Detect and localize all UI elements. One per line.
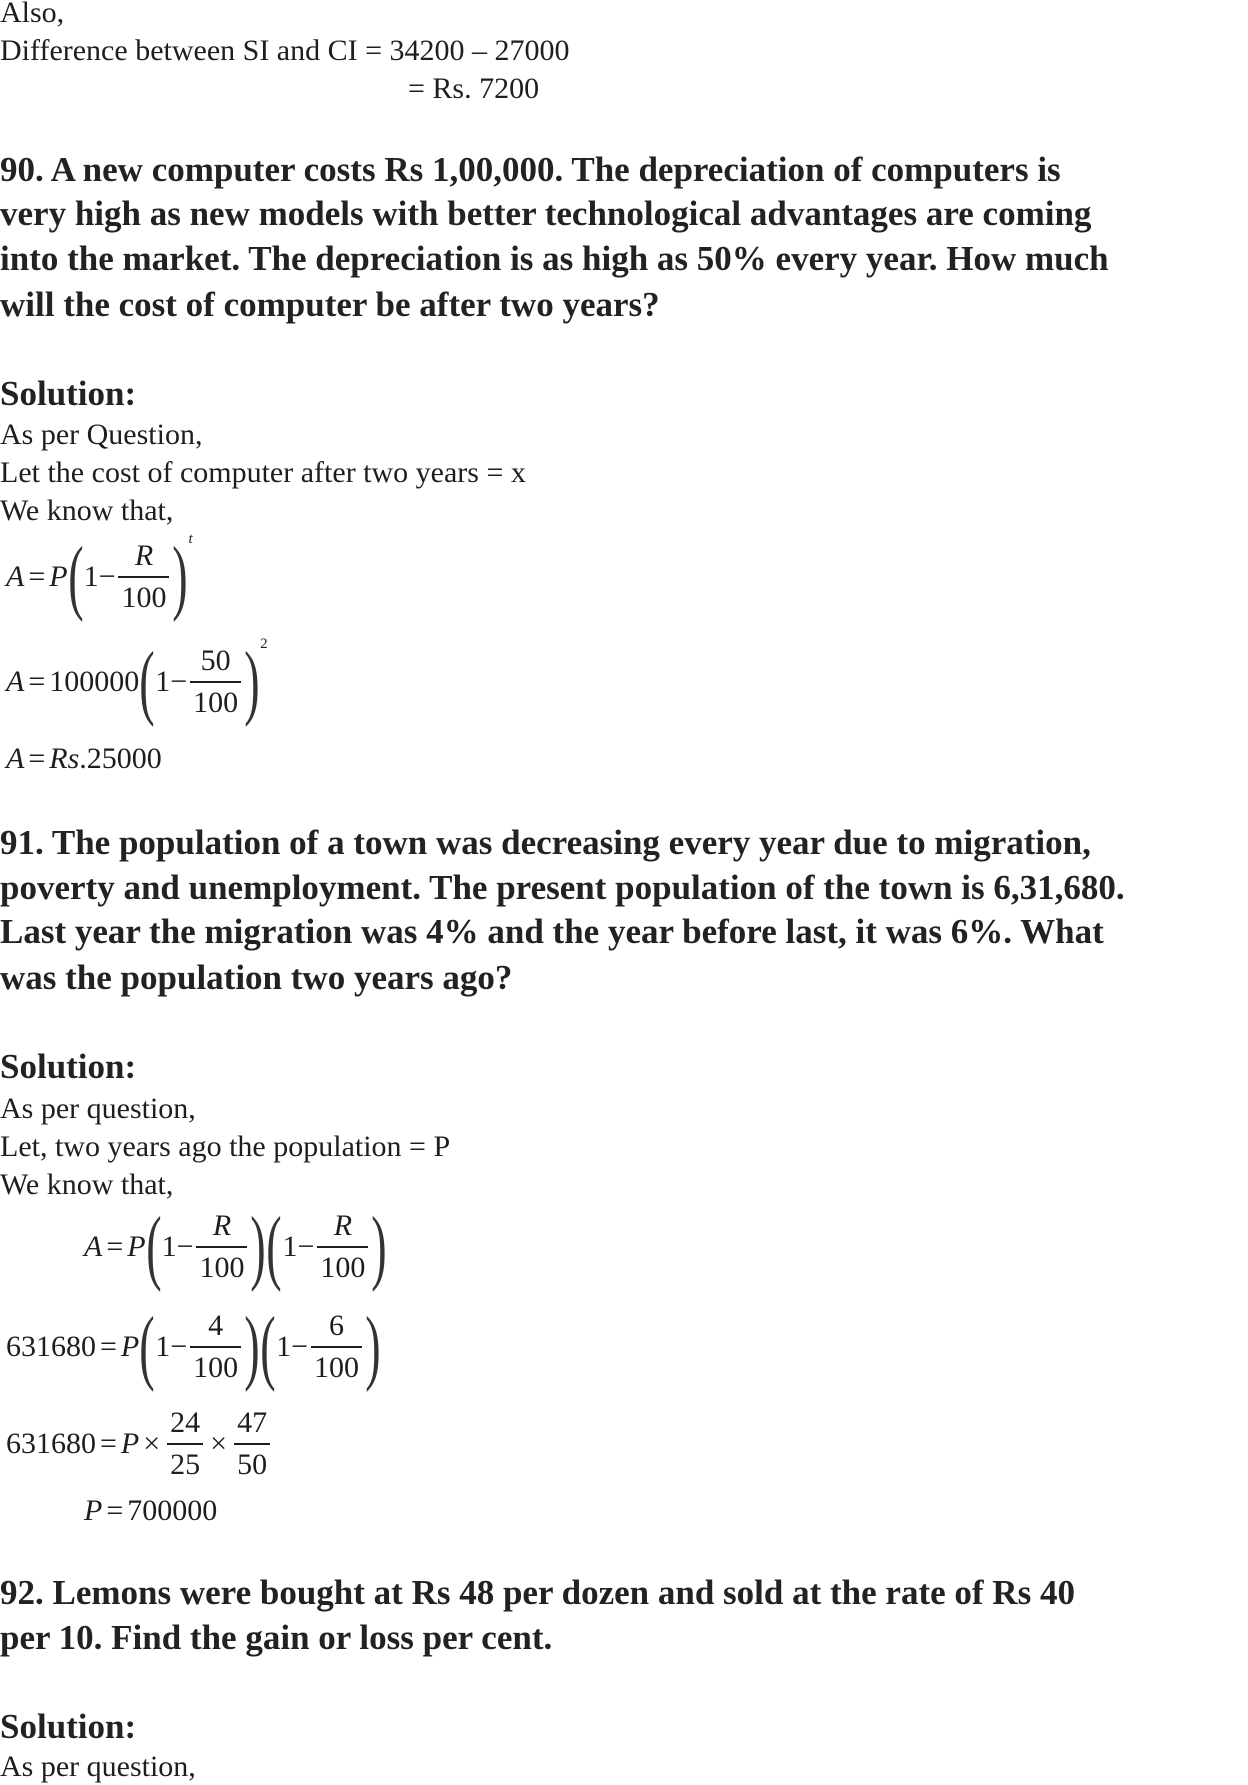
difference-line: Difference between SI and CI = 34200 – 27000 <box>0 34 570 67</box>
also-text: Also, <box>0 0 65 29</box>
solution-line: Let the cost of computer after two years = x <box>0 456 526 489</box>
question-91-line: Last year the migration was 4% and the year before last, it was 6%. What <box>0 912 1104 951</box>
substituted-formula: A = 100000 ( 1− $\frac{50}{100}$ ) 2 <box>6 635 268 728</box>
question-90-line: will the cost of computer be after two years? <box>0 285 660 324</box>
solution-heading: Solution: <box>0 1047 137 1086</box>
fraction: $\frac{R}{100}$ <box>317 1208 368 1286</box>
right-paren: ) <box>172 530 189 623</box>
left-paren: ( <box>139 635 155 728</box>
question-91-line: 91. The population of a town was decreasing every year due to migration, <box>0 823 1091 862</box>
left-paren: ( <box>67 530 84 623</box>
solution-line: As per Question, <box>0 418 203 451</box>
question-91-line: poverty and unemployment. The present population of the town is 6,31,680. <box>0 868 1125 907</box>
question-92-line: 92. Lemons were bought at Rs 48 per dozen and sold at the rate of Rs 40 <box>0 1573 1075 1612</box>
fraction: $\frac{6}{100}$ <box>311 1308 362 1386</box>
solution-heading: Solution: <box>0 374 137 413</box>
solution-line: As per question, <box>0 1750 196 1783</box>
population-result: P = 700000 <box>84 1494 218 1527</box>
solution-line: We know that, <box>0 1168 174 1201</box>
solution-heading: Solution: <box>0 1707 137 1746</box>
fraction: $\frac{R}{100}$ <box>196 1208 247 1286</box>
fraction: $\frac{47}{50}$ <box>234 1405 270 1483</box>
question-90-line: very high as new models with better technological advantages are coming <box>0 194 1092 233</box>
question-90-line: into the market. The depreciation is as high as 50% every year. How much <box>0 239 1109 278</box>
fraction: $\frac{R}{100}$ <box>118 538 169 616</box>
fraction: $\frac{4}{100}$ <box>190 1308 241 1386</box>
population-product-formula: 631680 = P × $\frac{24}{25}$ × $\frac{47}{50}$ <box>6 1405 273 1483</box>
fraction: $\frac{50}{100}$ <box>190 643 241 721</box>
compound-depreciation-formula: A = P ( 1− $\frac{R}{100}$ ) t <box>6 530 193 623</box>
question-90-line: 90. A new computer costs Rs 1,00,000. The depreciation of computers is <box>0 150 1061 189</box>
solution-line: Let, two years ago the population = P <box>0 1130 451 1163</box>
solution-line: As per question, <box>0 1092 196 1125</box>
difference-result: = Rs. 7200 <box>408 72 540 105</box>
solution-line: We know that, <box>0 494 174 527</box>
population-substituted-formula: 631680 = P ( 1− $\frac{4}{100}$ ) ( 1− $\frac{6}{100}$ ) <box>6 1300 381 1393</box>
result-formula: A = Rs .25000 <box>6 742 162 775</box>
right-paren: ) <box>244 635 260 728</box>
fraction: $\frac{24}{25}$ <box>167 1405 203 1483</box>
question-91-line: was the population two years ago? <box>0 958 513 997</box>
question-92-line: per 10. Find the gain or loss per cent. <box>0 1618 553 1657</box>
population-formula: A = P ( 1− $\frac{R}{100}$ ) ( 1− $\frac{R}{100}$ ) <box>84 1200 388 1293</box>
